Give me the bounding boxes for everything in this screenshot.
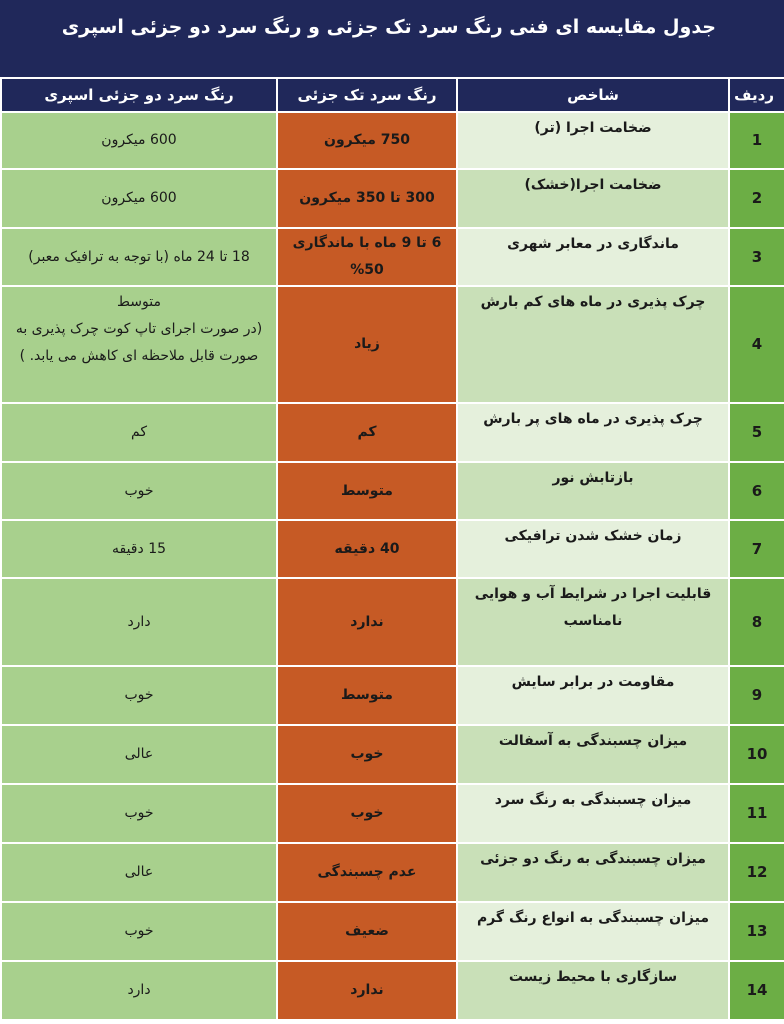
- row-single-component-value: 300 تا 350 میکرون: [277, 169, 457, 228]
- row-indicator: قابلیت اجرا در شرایط آب و هوایی نامناسب: [457, 578, 729, 666]
- table-row: [1, 462, 784, 520]
- row-indicator: میزان چسبندگی به رنگ دو جزئی: [457, 843, 729, 902]
- row-two-component-value: دارد: [1, 961, 277, 1020]
- row-index: 4: [729, 286, 784, 403]
- row-two-component-value: عالی: [1, 725, 277, 784]
- table-row: [1, 961, 784, 1020]
- row-single-component-value: کم: [277, 403, 457, 462]
- row-two-component-value: خوب: [1, 902, 277, 961]
- header-row: [1, 78, 784, 112]
- table-row: [1, 169, 784, 228]
- row-index: 11: [729, 784, 784, 843]
- row-single-component-value: عدم چسبندگی: [277, 843, 457, 902]
- row-two-component-value: عالی: [1, 843, 277, 902]
- row-indicator: چرک پذیری در ماه های پر بارش: [457, 403, 729, 462]
- row-indicator: ضخامت اجرا (تر): [457, 112, 729, 169]
- table-row: [1, 112, 784, 169]
- table-row: [1, 902, 784, 961]
- row-index: 13: [729, 902, 784, 961]
- header-indicator: شاخص: [457, 78, 729, 112]
- row-two-component-value: 18 تا 24 ماه (با توجه به ترافیک معبر): [1, 228, 277, 286]
- row-two-component-value: خوب: [1, 784, 277, 843]
- row-index: 6: [729, 462, 784, 520]
- row-index: 3: [729, 228, 784, 286]
- row-two-component-value: 600 میکرون: [1, 112, 277, 169]
- header-single-component: رنگ سرد تک جزئی: [277, 78, 457, 112]
- table-row: [1, 843, 784, 902]
- row-indicator: ماندگاری در معابر شهری: [457, 228, 729, 286]
- row-single-component-value: زیاد: [277, 286, 457, 403]
- row-two-component-value: 15 دقیقه: [1, 520, 277, 578]
- row-indicator: میزان چسبندگی به انواع رنگ گرم: [457, 902, 729, 961]
- table-body: [1, 112, 784, 1020]
- row-single-component-value: متوسط: [277, 666, 457, 725]
- row-single-component-value: 40 دقیقه: [277, 520, 457, 578]
- table-header: [1, 78, 784, 112]
- table-row: [1, 228, 784, 286]
- row-single-component-value: ندارد: [277, 578, 457, 666]
- row-indicator: سازگاری با محیط زیست: [457, 961, 729, 1020]
- row-two-component-value: خوب: [1, 666, 277, 725]
- row-indicator: چرک پذیری در ماه های کم بارش: [457, 286, 729, 403]
- row-index: 7: [729, 520, 784, 578]
- row-indicator: بازتابش نور: [457, 462, 729, 520]
- row-two-component-value: کم: [1, 403, 277, 462]
- row-two-component-value: خوب: [1, 462, 277, 520]
- table-row: [1, 784, 784, 843]
- page-title: جدول مقایسه ای فنی رنگ سرد تک جزئی و رنگ سرد دو جزئی اسپری: [0, 0, 784, 77]
- row-index: 1: [729, 112, 784, 169]
- row-index: 12: [729, 843, 784, 902]
- row-index: 9: [729, 666, 784, 725]
- row-indicator: مقاومت در برابر سایش: [457, 666, 729, 725]
- row-indicator: ضخامت اجرا(خشک): [457, 169, 729, 228]
- comparison-table-container: [0, 77, 784, 1024]
- row-index: 14: [729, 961, 784, 1020]
- row-single-component-value: خوب: [277, 725, 457, 784]
- table-row: [1, 666, 784, 725]
- row-single-component-value: ضعیف: [277, 902, 457, 961]
- row-two-component-value: متوسط (در صورت اجرای تاپ کوت چرک پذیری به صورت قابل ملاحظه ای کاهش می یابد. ): [1, 286, 277, 403]
- table-row: [1, 403, 784, 462]
- row-indicator: میزان چسبندگی به رنگ سرد: [457, 784, 729, 843]
- row-indicator: میزان چسبندگی به آسفالت: [457, 725, 729, 784]
- row-two-component-value: 600 میکرون: [1, 169, 277, 228]
- table-row: [1, 520, 784, 578]
- comparison-table: [0, 77, 784, 1021]
- header-two-component-spray: رنگ سرد دو جزئی اسپری: [1, 78, 277, 112]
- row-index: 10: [729, 725, 784, 784]
- row-single-component-value: 750 میکرون: [277, 112, 457, 169]
- row-single-component-value: خوب: [277, 784, 457, 843]
- table-row: [1, 286, 784, 403]
- row-single-component-value: متوسط: [277, 462, 457, 520]
- table-row: [1, 578, 784, 666]
- table-row: [1, 725, 784, 784]
- row-single-component-value: ندارد: [277, 961, 457, 1020]
- row-single-component-value: 6 تا 9 ماه با ماندگاری 50%: [277, 228, 457, 286]
- header-index: ردیف: [729, 78, 784, 112]
- row-index: 5: [729, 403, 784, 462]
- row-index: 2: [729, 169, 784, 228]
- row-index: 8: [729, 578, 784, 666]
- row-indicator: زمان خشک شدن ترافیکی: [457, 520, 729, 578]
- row-two-component-value: دارد: [1, 578, 277, 666]
